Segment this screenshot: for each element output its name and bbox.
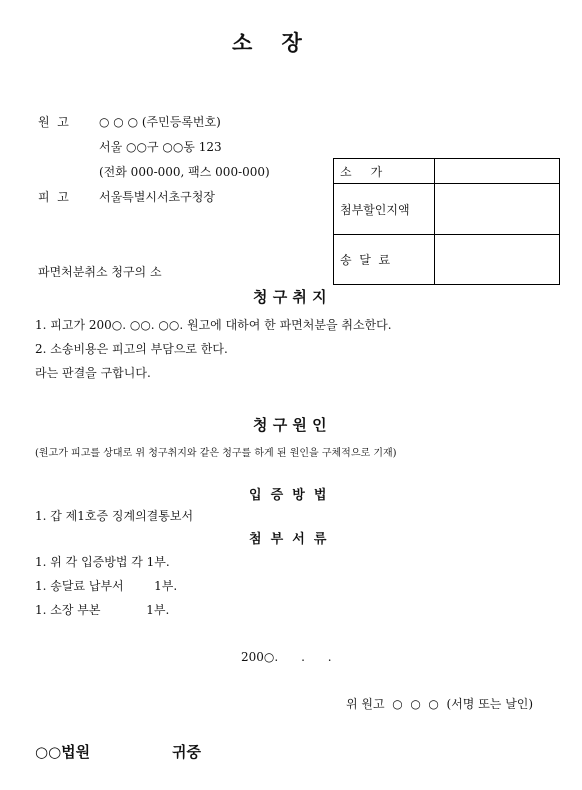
evidence-heading: 입 증 방 법 [249, 488, 327, 503]
attachment-item-2: 1. 송달료 납부서 1부. [35, 579, 178, 593]
claim-purpose-item-2: 2. 소송비용은 피고의 부담으로 한다. [35, 342, 228, 356]
filing-date: 200○. . . [241, 650, 332, 664]
fee-table [333, 158, 560, 285]
plaintiff-signature: 위 원고 ○ ○ ○ (서명 또는 날인) [346, 697, 534, 711]
fee-row-amount [334, 159, 560, 184]
fee-label-amount: 소 가 [334, 159, 435, 184]
fee-value-stamp [435, 184, 560, 235]
attachment-item-1: 1. 위 각 입증방법 각 1부. [35, 555, 170, 569]
attachment-item-3: 1. 소장 부본 1부. [35, 603, 170, 617]
plaintiff-label: 원 고 [38, 115, 69, 129]
plaintiff-address: 서울 ○○구 ○○동 123 [99, 140, 222, 154]
fee-row-stamp [334, 184, 560, 235]
case-name: 파면처분취소 청구의 소 [38, 265, 162, 279]
claim-purpose-closing: 라는 판결을 구합니다. [35, 366, 151, 380]
plaintiff-contact: (전화 000-000, 팩스 000-000) [99, 165, 270, 179]
claim-purpose-heading: 청 구 취 지 [253, 288, 327, 306]
defendant-label: 피 고 [38, 190, 69, 204]
plaintiff-name: ○ ○ ○ (주민등록번호) [99, 115, 221, 129]
claim-purpose-item-1: 1. 피고가 200○. ○○. ○○. 원고에 대하여 한 파면처분을 취소한다. [35, 318, 392, 332]
evidence-item-1: 1. 갑 제1호증 징계의결통보서 [35, 509, 194, 523]
claim-cause-heading: 청 구 원 인 [253, 416, 327, 434]
document-title: 소 장 [232, 30, 302, 55]
fee-label-stamp: 첨부할인지액 [334, 184, 435, 235]
fee-row-service [334, 235, 560, 285]
defendant-name: 서울특별시서초구청장 [99, 190, 215, 204]
court-honorific: 귀중 [172, 743, 201, 761]
attachments-heading: 첨 부 서 류 [249, 532, 327, 547]
court-name: ○○법원 [35, 743, 91, 761]
fee-value-service [435, 235, 560, 285]
fee-label-service: 송 달 료 [334, 235, 435, 285]
claim-cause-note: (원고가 피고를 상대로 위 청구취지와 같은 청구를 하게 된 원인을 구체적으로 기재) [35, 448, 397, 459]
fee-value-amount [435, 159, 560, 184]
